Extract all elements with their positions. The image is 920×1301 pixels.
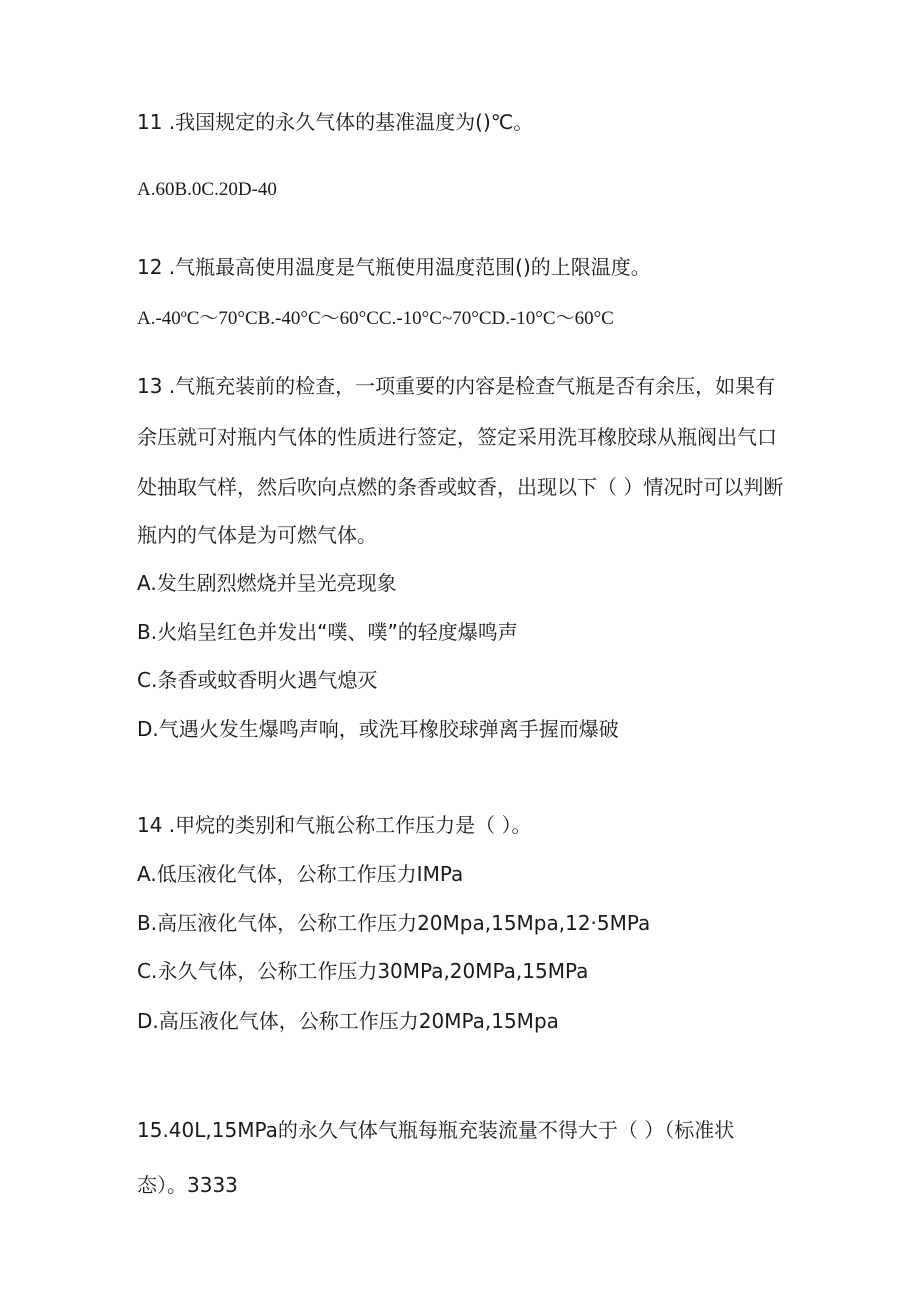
- question-15-stem-line-1: 15.40L,15MPa的永久气体气瓶每瓶充装流量不得大于（ ）（标准状: [137, 1118, 735, 1142]
- question-13-option-c: C.条香或蚊香明火遇气熄灭: [137, 668, 378, 692]
- question-13-stem-line-1: 13 .气瓶充装前的检查，一项重要的内容是检查气瓶是否有余压，如果有: [137, 374, 776, 398]
- question-14-stem: 14 .甲烷的类别和气瓶公称工作压力是（ ）。: [137, 813, 532, 837]
- question-12-options: A.-40ºC～70°CB.-40°C～60°CC.-10°C~70°CD.-10°C～60°C: [137, 308, 614, 329]
- question-11-options: A.60B.0C.20D-40: [137, 179, 277, 200]
- question-13-stem-line-2: 余压就可对瓶内气体的性质进行签定，签定采用洗耳橡胶球从瓶阀出气口: [137, 425, 777, 449]
- question-13-stem-line-3: 处抽取气样，然后吹向点燃的条香或蚊香，出现以下（ ）情况时可以判断: [137, 475, 784, 499]
- question-14-option-d: D.高压液化气体，公称工作压力20MPa,15Mpa: [137, 1009, 559, 1033]
- question-15-stem-line-2: 态）。3333: [137, 1173, 238, 1197]
- question-14-option-b: B.高压液化气体，公称工作压力20Mpa,15Mpa,12·5MPa: [137, 911, 651, 935]
- question-13-stem-line-4: 瓶内的气体是为可燃气体。: [137, 523, 377, 547]
- question-13-option-a: A.发生剧烈燃烧并呈光亮现象: [137, 571, 397, 595]
- question-13-option-b: B.火焰呈红色并发出“噗、噗”的轻度爆鸣声: [137, 620, 518, 644]
- question-14-option-c: C.永久气体，公称工作压力30MPa,20MPa,15MPa: [137, 959, 589, 983]
- question-11-stem: 11 .我国规定的永久气体的基准温度为()℃。: [137, 110, 534, 134]
- question-14-option-a: A.低压液化气体，公称工作压力IMPa: [137, 862, 464, 886]
- question-12-stem: 12 .气瓶最高使用温度是气瓶使用温度范围()的上限温度。: [137, 255, 651, 279]
- question-13-option-d: D.气遇火发生爆鸣声响，或洗耳橡胶球弹离手握而爆破: [137, 717, 619, 741]
